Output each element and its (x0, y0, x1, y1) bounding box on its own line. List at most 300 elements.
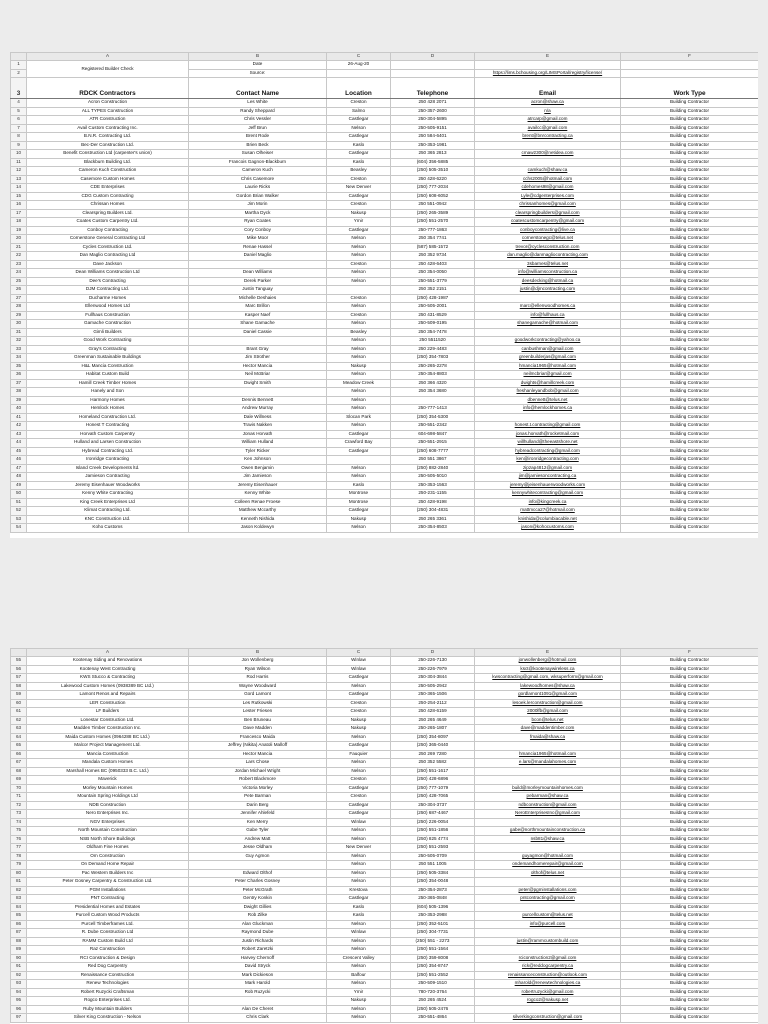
location[interactable]: Nelson (327, 388, 391, 397)
contractor-name[interactable]: ALL TYPES Construction (27, 107, 189, 116)
column-header-d[interactable]: D (391, 649, 475, 657)
row-number[interactable]: 97 (11, 1014, 27, 1023)
work-type[interactable]: Building Contractor (621, 226, 759, 235)
telephone[interactable]: 250 428-6159 (391, 708, 475, 717)
contact-name[interactable]: Derek Parker (189, 277, 327, 286)
row-number[interactable]: 62 (11, 716, 27, 725)
telephone[interactable]: 250-505-5010 (391, 473, 475, 482)
location[interactable]: Nelson (327, 277, 391, 286)
location[interactable]: Nelson (327, 759, 391, 768)
contact-name[interactable]: Jeremy Eisenhauer (189, 481, 327, 490)
header-contractors[interactable]: RDCK Contractors (27, 78, 189, 99)
work-type[interactable]: Building Contractor (621, 141, 759, 150)
row-number[interactable]: 66 (11, 750, 27, 759)
telephone[interactable]: (250) 551-1617 (391, 767, 475, 776)
contact-name[interactable]: Andrew Murray (189, 405, 327, 414)
work-type[interactable]: Building Contractor (621, 716, 759, 725)
contact-name[interactable]: Dale Willness (189, 413, 327, 422)
work-type[interactable]: Building Contractor (621, 750, 759, 759)
row-number[interactable]: 7 (11, 124, 27, 133)
location[interactable]: Nakusp (327, 209, 391, 218)
location[interactable]: Nelson (327, 835, 391, 844)
location[interactable]: Winlaw (327, 657, 391, 666)
contact-name[interactable]: Lars Chose (189, 759, 327, 768)
row-number[interactable]: 15 (11, 192, 27, 201)
row-number[interactable]: 71 (11, 793, 27, 802)
email[interactable]: jason@kohocustoms.com (475, 524, 621, 533)
contact-name[interactable]: Andrew Matt (189, 835, 327, 844)
row-number[interactable]: 69 (11, 776, 27, 785)
contractor-name[interactable]: NSB North Shore Buildings (27, 835, 189, 844)
location[interactable]: Creston (327, 793, 391, 802)
email[interactable] (475, 158, 621, 167)
work-type[interactable]: Building Contractor (621, 767, 759, 776)
contact-name[interactable]: David Stryck (189, 963, 327, 972)
contractor-name[interactable]: Robert Ruzycki Craftsman (27, 988, 189, 997)
location[interactable]: Castlegar (327, 430, 391, 439)
location[interactable]: Castlegar (327, 895, 391, 904)
contact-name[interactable]: Kenny White (189, 490, 327, 499)
email[interactable]: Lyle@cdgenterprises.com (475, 192, 621, 201)
email[interactable]: bcon@telus.net (475, 716, 621, 725)
work-type[interactable]: Building Contractor (621, 699, 759, 708)
email[interactable]: info@hemlockhomes.ca (475, 405, 621, 414)
work-type[interactable]: Building Contractor (621, 674, 759, 683)
location[interactable]: Creston (327, 708, 391, 717)
telephone[interactable]: 250-505-2942 (391, 682, 475, 691)
telephone[interactable]: 250 428-6220 (391, 175, 475, 184)
work-type[interactable]: Building Contractor (621, 99, 759, 108)
work-type[interactable]: Building Contractor (621, 464, 759, 473)
row-number[interactable]: 96 (11, 1005, 27, 1014)
contact-name[interactable]: Justin Tanguay (189, 286, 327, 295)
work-type[interactable]: Building Contractor (621, 303, 759, 312)
email[interactable] (475, 141, 621, 150)
work-type[interactable]: Building Contractor (621, 784, 759, 793)
contractor-name[interactable]: ATR Construction (27, 116, 189, 125)
email[interactable] (475, 767, 621, 776)
contact-name[interactable]: Jonas Horvath (189, 430, 327, 439)
work-type[interactable]: Building Contractor (621, 515, 759, 524)
contact-name[interactable]: Susan Olheiser (189, 150, 327, 159)
row-number[interactable]: 65 (11, 742, 27, 751)
work-type[interactable]: Building Contractor (621, 988, 759, 997)
contact-name[interactable]: Travis Nakken (189, 422, 327, 431)
email[interactable]: willhulland@theeastshore.net (475, 439, 621, 448)
telephone[interactable]: 250-777-1413 (391, 405, 475, 414)
contractor-name[interactable]: Gimli Builders (27, 328, 189, 337)
contractor-name[interactable]: PNT Contracting (27, 895, 189, 904)
row-number[interactable]: 60 (11, 699, 27, 708)
row-number[interactable]: 53 (11, 515, 27, 524)
contractor-name[interactable]: PGM Installations (27, 886, 189, 895)
location[interactable]: Nelson (327, 269, 391, 278)
row-number[interactable]: 44 (11, 439, 27, 448)
row-number[interactable]: 2 (11, 69, 27, 78)
work-type[interactable]: Building Contractor (621, 657, 759, 666)
work-type[interactable]: Building Contractor (621, 413, 759, 422)
email[interactable]: jonas.horvath@rocketmail.com (475, 430, 621, 439)
contractor-name[interactable]: LER Construction (27, 699, 189, 708)
location[interactable]: Nelson (327, 405, 391, 414)
contact-name[interactable]: Hector Mancia (189, 750, 327, 759)
row-number[interactable]: 58 (11, 682, 27, 691)
row-number[interactable]: 34 (11, 354, 27, 363)
location[interactable] (327, 456, 391, 465)
contact-name[interactable]: Les Rutkowski (189, 699, 327, 708)
email[interactable]: freshanleyandbob@gmail.com (475, 388, 621, 397)
row-number[interactable]: 32 (11, 337, 27, 346)
email[interactable]: clearspringbuilders@gmail.com (475, 209, 621, 218)
contact-name[interactable]: Gentry Konkin (189, 895, 327, 904)
column-header-e[interactable]: E (475, 649, 621, 657)
contractor-name[interactable]: Lakewood Custom Homes (0938389 BC Ltd.) (27, 682, 189, 691)
work-type[interactable]: Building Contractor (621, 759, 759, 768)
telephone[interactable]: (587) 585-1572 (391, 243, 475, 252)
telephone[interactable]: (250) 354-8097 (391, 733, 475, 742)
source-label[interactable]: Source: (189, 69, 327, 78)
telephone[interactable]: (250) 304-7731 (391, 929, 475, 938)
contact-name[interactable]: Colleen Renae Froese (189, 498, 327, 507)
contractor-name[interactable]: Hulland and Larsen Construction (27, 439, 189, 448)
column-header-b[interactable]: B (189, 53, 327, 61)
telephone[interactable]: (250) 226-0054 (391, 818, 475, 827)
telephone[interactable]: 250-551-4864 (391, 1014, 475, 1023)
email[interactable]: info@kingcreek.ca (475, 498, 621, 507)
location[interactable]: Kaslo (327, 481, 391, 490)
contractor-name[interactable]: Hamill Creek Timber Homes (27, 379, 189, 388)
contact-name[interactable]: Robert Zaretzki (189, 946, 327, 955)
location[interactable]: Winlaw (327, 665, 391, 674)
email[interactable]: greenbuilderjas@gmail.com (475, 354, 621, 363)
location[interactable]: Nelson (327, 252, 391, 261)
work-type[interactable]: Building Contractor (621, 362, 759, 371)
row-number[interactable]: 23 (11, 260, 27, 269)
location[interactable]: Castlegar (327, 507, 391, 516)
location[interactable]: Nelson (327, 354, 391, 363)
telephone[interactable]: (250) 551-2570 (391, 218, 475, 227)
email[interactable]: jonwollenberg@hotmail.com (475, 657, 621, 666)
location[interactable]: Nelson (327, 733, 391, 742)
contractor-name[interactable]: Honest T Contracting (27, 422, 189, 431)
contractor-name[interactable]: Mountain Spring Holdings Ltd (27, 793, 189, 802)
contact-name[interactable]: Chris Casemore (189, 175, 327, 184)
telephone[interactable]: 250 5511520 (391, 337, 475, 346)
row-number[interactable]: 30 (11, 320, 27, 329)
contact-name[interactable]: Francesco Maida (189, 733, 327, 742)
contact-name[interactable]: Gordon Brian Walker (189, 192, 327, 201)
contact-name[interactable] (189, 861, 327, 870)
work-type[interactable]: Building Contractor (621, 801, 759, 810)
location[interactable]: Creston (327, 294, 391, 303)
row-number[interactable]: 43 (11, 430, 27, 439)
contact-name[interactable]: Gord Lamont (189, 691, 327, 700)
work-type[interactable]: Building Contractor (621, 912, 759, 921)
row-number[interactable]: 8 (11, 133, 27, 142)
source-url-link[interactable]: https://lims.bchousing.org/LIMSPortal/registry/license/ (475, 69, 621, 78)
contractor-name[interactable]: Rogco Enterprises Ltd. (27, 997, 189, 1006)
contractor-name[interactable]: Purcell Custom Wood Products (27, 912, 189, 921)
location[interactable]: Nelson (327, 524, 391, 533)
work-type[interactable]: Building Contractor (621, 124, 759, 133)
row-number[interactable]: 73 (11, 810, 27, 819)
telephone[interactable]: 250 428-9198 (391, 498, 475, 507)
contact-name[interactable]: Gabe Tyler (189, 827, 327, 836)
contact-name[interactable]: Jon Wollenberg (189, 657, 327, 666)
location[interactable]: Nakusp (327, 997, 391, 1006)
email[interactable]: lakewoodhomes@shaw.ca (475, 682, 621, 691)
row-number[interactable]: 57 (11, 674, 27, 683)
contact-name[interactable]: Edward Olthof (189, 869, 327, 878)
row-number[interactable]: 24 (11, 269, 27, 278)
contact-name[interactable]: Michelle Deshaies (189, 294, 327, 303)
row-number[interactable]: 91 (11, 963, 27, 972)
telephone[interactable]: 250-226-7979 (391, 665, 475, 674)
row-number[interactable]: 59 (11, 691, 27, 700)
location[interactable]: Nelson (327, 920, 391, 929)
contact-name[interactable] (189, 997, 327, 1006)
email[interactable]: justin@djmcontracting.com (475, 286, 621, 295)
contractor-name[interactable]: Greenman Sustainable Buildings (27, 354, 189, 363)
row-number[interactable]: 51 (11, 498, 27, 507)
telephone[interactable]: 250-509-0195 (391, 320, 475, 329)
contractor-name[interactable]: Hemlock Homes (27, 405, 189, 414)
row-number[interactable]: 67 (11, 759, 27, 768)
row-number[interactable]: 36 (11, 371, 27, 380)
row-number[interactable]: 40 (11, 405, 27, 414)
email[interactable]: marc@ellenwoodhomes.ca (475, 303, 621, 312)
contact-name[interactable]: Dwight Smith (189, 379, 327, 388)
work-type[interactable]: Building Contractor (621, 345, 759, 354)
work-type[interactable]: Building Contractor (621, 835, 759, 844)
contact-name[interactable]: Ryan Wilson (189, 665, 327, 674)
contractor-name[interactable]: Homeland Construction Ltd. (27, 413, 189, 422)
row-number[interactable]: 19 (11, 226, 27, 235)
contractor-name[interactable]: Presidential Homes and Estates (27, 903, 189, 912)
contractor-name[interactable]: Blackburn Building Ltd. (27, 158, 189, 167)
contact-name[interactable] (189, 260, 327, 269)
contractor-name[interactable]: Harmony Homes (27, 396, 189, 405)
contractor-name[interactable]: Jamieson Contracting (27, 473, 189, 482)
work-type[interactable]: Building Contractor (621, 793, 759, 802)
location[interactable]: Montrose (327, 498, 391, 507)
work-type[interactable]: Building Contractor (621, 708, 759, 717)
contractor-name[interactable]: Cycles Construction Ltd. (27, 243, 189, 252)
contractor-name[interactable]: RAMM Custom Build Ltd (27, 937, 189, 946)
location[interactable]: Nelson (327, 682, 391, 691)
telephone[interactable]: 250-365-0848 (391, 895, 475, 904)
contact-name[interactable] (189, 388, 327, 397)
contractor-name[interactable]: Klimat Contracting Ltd. (27, 507, 189, 516)
telephone[interactable]: (250) 365-0440 (391, 742, 475, 751)
contact-name[interactable]: Jordan Michael Wright (189, 767, 327, 776)
email[interactable]: justin@rammcustombuild.com (475, 937, 621, 946)
contractor-name[interactable]: Dan Maglio Contracting Ltd (27, 252, 189, 261)
location[interactable]: Nelson (327, 1005, 391, 1014)
telephone[interactable]: (250) 505-2476 (391, 1005, 475, 1014)
contractor-name[interactable]: CDG Custom Contracting (27, 192, 189, 201)
contact-name[interactable]: Martha Dyck (189, 209, 327, 218)
row-number[interactable]: 95 (11, 997, 27, 1006)
telephone[interactable]: (250) 354-7803 (391, 354, 475, 363)
telephone[interactable]: 250-365-1506 (391, 691, 475, 700)
telephone[interactable]: (250) 428-7065 (391, 793, 475, 802)
email[interactable]: mattmcca27@hotmail.com (475, 507, 621, 516)
row-number[interactable]: 72 (11, 801, 27, 810)
email[interactable]: acron@shaw.ca (475, 99, 621, 108)
work-type[interactable]: Building Contractor (621, 665, 759, 674)
location[interactable]: Nakusp (327, 362, 391, 371)
work-type[interactable]: Building Contractor (621, 818, 759, 827)
contact-name[interactable]: Francois Gagnon-Blackburn (189, 158, 327, 167)
contractor-name[interactable]: Madden Timber Construction Inc. (27, 725, 189, 734)
location[interactable]: Castlegar (327, 116, 391, 125)
telephone[interactable]: (250) 551-1564 (391, 946, 475, 955)
work-type[interactable]: Building Contractor (621, 439, 759, 448)
work-type[interactable]: Building Contractor (621, 277, 759, 286)
contact-name[interactable]: Tyler Ricker (189, 447, 327, 456)
contact-name[interactable]: Guy Agmon (189, 852, 327, 861)
location[interactable]: Castlegar (327, 192, 391, 201)
location[interactable]: New Denver (327, 844, 391, 853)
contractor-name[interactable]: NGV Enterprises (27, 818, 189, 827)
contractor-name[interactable]: Dean Williams Construction Ltd (27, 269, 189, 278)
email[interactable] (475, 878, 621, 887)
contact-name[interactable]: Alan De Cheret (189, 1005, 327, 1014)
contractor-name[interactable]: Hybread Contracting Ltd. (27, 447, 189, 456)
contact-name[interactable]: Wayne Woodward (189, 682, 327, 691)
contact-name[interactable]: William Hulland (189, 439, 327, 448)
email[interactable]: brent@bnrcontracting.ca (475, 133, 621, 142)
contact-name[interactable]: Rob Ruzycki (189, 988, 327, 997)
telephone[interactable]: 250-509-1510 (391, 980, 475, 989)
email[interactable]: nsb81@shaw.ca (475, 835, 621, 844)
telephone[interactable]: 250-551-2915 (391, 439, 475, 448)
contractor-name[interactable]: NDB Construction (27, 801, 189, 810)
work-type[interactable]: Building Contractor (621, 742, 759, 751)
header-contact-name[interactable]: Contact Name (189, 78, 327, 99)
contact-name[interactable]: Ken Merry (189, 818, 327, 827)
email[interactable]: mharold@renewtechnologies.ca (475, 980, 621, 989)
work-type[interactable]: Building Contractor (621, 691, 759, 700)
location[interactable]: Nelson (327, 852, 391, 861)
telephone[interactable]: (250) 428-6896 (391, 776, 475, 785)
telephone[interactable]: (250) 304-4831 (391, 507, 475, 516)
email[interactable]: conboycontracting@live.ca (475, 226, 621, 235)
contact-name[interactable]: Alan Gluckman (189, 920, 327, 929)
row-number[interactable]: 6 (11, 116, 27, 125)
contractor-name[interactable]: Bec-Der Construction Ltd. (27, 141, 189, 150)
email[interactable] (475, 844, 621, 853)
email[interactable]: ondemandhomerepair@gmail.com (475, 861, 621, 870)
row-number[interactable]: 74 (11, 818, 27, 827)
email[interactable]: atrcarp@gmail.com (475, 116, 621, 125)
location[interactable]: Castlegar (327, 691, 391, 700)
location[interactable]: Creston (327, 175, 391, 184)
row-number[interactable]: 49 (11, 481, 27, 490)
contact-name[interactable]: Brien Beck (189, 141, 327, 150)
row-number[interactable]: 77 (11, 844, 27, 853)
email[interactable]: cchs2005@hotmail.com (475, 175, 621, 184)
email[interactable]: fmaida@shaw.ca (475, 733, 621, 742)
contact-name[interactable]: Renae Hassel (189, 243, 327, 252)
location[interactable]: Castlegar (327, 133, 391, 142)
contractor-name[interactable]: DJM Contracting Ltd. (27, 286, 189, 295)
email[interactable]: e.lars@mandalahomes.com (475, 759, 621, 768)
row-number[interactable]: 94 (11, 988, 27, 997)
email[interactable]: dwights@hamillcreek.com (475, 379, 621, 388)
telephone[interactable]: (250) 505-3510 (391, 167, 475, 176)
contractor-name[interactable]: Dee's Contracting (27, 277, 189, 286)
work-type[interactable]: Building Contractor (621, 396, 759, 405)
row-number[interactable]: 37 (11, 379, 27, 388)
contractor-name[interactable]: King Creek Enterprises Ltd (27, 498, 189, 507)
email[interactable]: goodworkcontracting@yahoo.ca (475, 337, 621, 346)
telephone[interactable]: 250 265 4649 (391, 716, 475, 725)
row-number[interactable]: 28 (11, 303, 27, 312)
telephone[interactable]: 250-357-2600 (391, 107, 475, 116)
location[interactable]: Creston (327, 99, 391, 108)
contact-name[interactable]: Laurie Ricks (189, 184, 327, 193)
contractor-name[interactable]: Mandala Custom Homes (27, 759, 189, 768)
email[interactable]: hybreadcontracting@gmail.com (475, 447, 621, 456)
contact-name[interactable]: Dean Williams (189, 269, 327, 278)
contractor-name[interactable]: CDE Enterprises (27, 184, 189, 193)
column-header-b[interactable]: B (189, 649, 327, 657)
location[interactable]: Castlegar (327, 447, 391, 456)
contact-name[interactable]: Cameron Kuch (189, 167, 327, 176)
contractor-name[interactable]: Benefit Construction Ltd (carpenter's union) (27, 150, 189, 159)
contact-name[interactable]: Matthew Mccarthy (189, 507, 327, 516)
work-type[interactable]: Building Contractor (621, 150, 759, 159)
location[interactable]: Kaslo (327, 141, 391, 150)
row-number[interactable]: 56 (11, 665, 27, 674)
email[interactable]: olthof@telus.net (475, 869, 621, 878)
work-type[interactable]: Building Contractor (621, 430, 759, 439)
work-type[interactable]: Building Contractor (621, 869, 759, 878)
row-number[interactable]: 35 (11, 362, 27, 371)
contractor-name[interactable]: Morley Mountain Homes (27, 784, 189, 793)
email[interactable] (475, 1005, 621, 1014)
contractor-name[interactable]: H&L Mancia Construction (27, 362, 189, 371)
telephone[interactable]: (250) 777-2034 (391, 184, 475, 193)
contractor-name[interactable]: Ruby Mountain Builders (27, 1005, 189, 1014)
location[interactable]: Ymir (327, 988, 391, 997)
row-number[interactable]: 27 (11, 294, 27, 303)
location[interactable]: Castlegar (327, 674, 391, 683)
contractor-name[interactable]: Raz Construction (27, 946, 189, 955)
email[interactable]: info@williamsconstruction.ca (475, 269, 621, 278)
row-number[interactable]: 63 (11, 725, 27, 734)
work-type[interactable]: Building Contractor (621, 252, 759, 261)
telephone[interactable]: 250 366 4320 (391, 379, 475, 388)
contact-name[interactable]: Darin Berg (189, 801, 327, 810)
contact-name[interactable]: Ken Johnson (189, 456, 327, 465)
telephone[interactable]: (250) 882-2840 (391, 464, 475, 473)
contact-name[interactable]: Lester Friesen (189, 708, 327, 717)
location[interactable]: Nelson (327, 124, 391, 133)
contact-name[interactable]: Neil McBriar (189, 371, 327, 380)
email[interactable]: pebarman@shaw.ca (475, 793, 621, 802)
contact-name[interactable]: Pete Barman (189, 793, 327, 802)
location[interactable] (327, 286, 391, 295)
telephone[interactable]: (250) 354-8747 (391, 963, 475, 972)
contact-name[interactable]: Mike Moor (189, 235, 327, 244)
location[interactable]: Montrose (327, 490, 391, 499)
email[interactable]: renaissanceconstruction@outlook.com (475, 971, 621, 980)
work-type[interactable]: Building Contractor (621, 920, 759, 929)
contact-name[interactable]: Dave Madden (189, 725, 327, 734)
